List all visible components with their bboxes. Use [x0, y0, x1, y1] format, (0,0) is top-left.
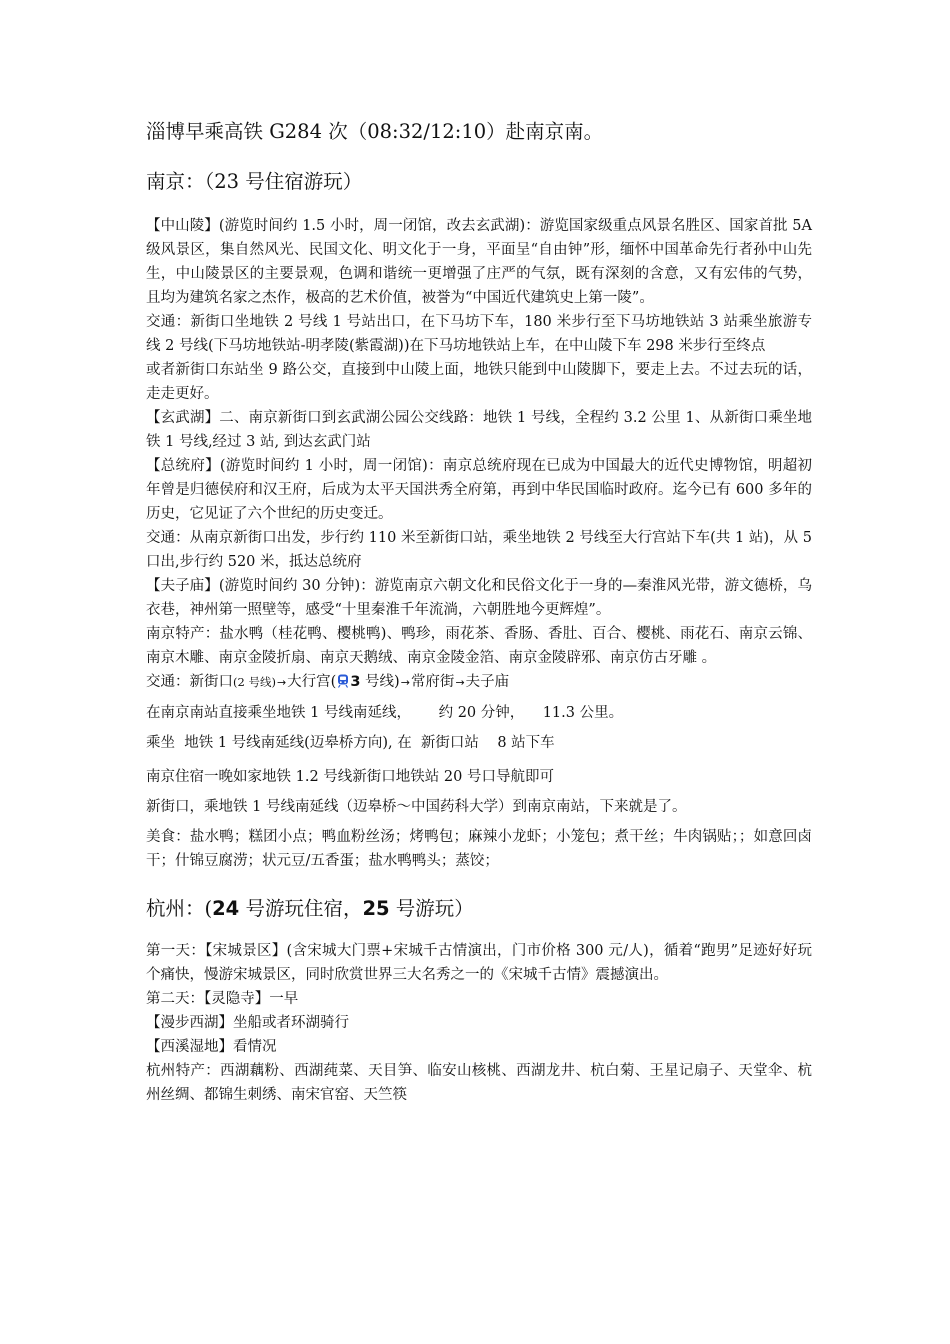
traffic-paragraph-1: 交通：新街口坐地铁 2 号线 1 号站出口，在下马坊下车，180 米步行至下马坊地铁站 3 站乘坐旅游专线 2 号线(下马坊地铁站-明孝陵(紫霞湖))在下马坊地铁站上车，在中山陵下车 298 米步行至终点 — [146, 314, 812, 354]
xuanwuhu-paragraph: 【玄武湖】二、南京新街口到玄武湖公园公交线路：地铁 1 号线，全程约 3.2 公里 1、从新街口乘坐地铁 1 号线,经过 3 站, 到达玄武门站 — [146, 410, 812, 450]
route-line2: (2 号线) — [233, 675, 276, 689]
hangzhou-heading-num1: 24 — [212, 897, 240, 920]
line1-line: 乘坐 地铁 1 号线南延线(迈皋桥方向), 在 新街口站 8 站下车 — [146, 735, 555, 751]
traffic-paragraph-2: 或者新街口东站坐 9 路公交，直接到中山陵上面，地铁只能到中山陵脚下，要走上去。不过去玩的话，走走更好。 — [146, 362, 812, 402]
hangzhou-xixi-line: 【西溪湿地】看情况 — [146, 1039, 277, 1055]
hangzhou-heading-prefix: 杭州：( — [146, 897, 213, 920]
intro-line: 淄博早乘高铁 G284 次（08:32/12:10）赴南京南。 — [146, 120, 604, 143]
hotel-line: 南京住宿一晚如家地铁 1.2 号线新街口地铁站 20 号口导航即可 — [146, 769, 554, 785]
route-fuzimiao: 夫子庙 — [465, 674, 510, 690]
back-line: 新街口，乘地铁 1 号线南延线（迈皋桥～中国药科大学）到南京南站，下来就是了。 — [146, 799, 687, 815]
zhongshanling-paragraph: 【中山陵】(游览时间约 1.5 小时，周一闭馆，改去玄武湖)：游览国家级重点风景名胜区、国家首批 5A 级风景区，集自然风光、民国文化、明文化于一身，平面呈“自由钟”形，缅怀中国革命先行者孙中山先生，中山陵景区的主要景观，色调和谐统一更增强了庄严的气氛，既有深刻的含意，又有宏伟的气势，且均为建筑名家之杰作，极高的艺术价值，被誉为“中国近代建筑史上第一陵”。 — [146, 218, 812, 306]
metro-icon — [337, 674, 349, 688]
route-line3-num: 3 — [350, 674, 361, 690]
arrow-icon: → — [400, 676, 410, 689]
route-dahanggong: 大行宫( — [287, 674, 337, 690]
food-paragraph: 美食：盐水鸭；糕团小点；鸭血粉丝汤；烤鸭包；麻辣小龙虾；小笼包；煮干丝；牛肉锅贴；；如意回卤干；什锦豆腐涝；状元豆/五香蛋；盐水鸭鸭头；蒸饺； — [146, 829, 812, 869]
arrow-icon: → — [276, 676, 287, 689]
hangzhou-heading-num2: 25 — [362, 897, 390, 920]
route-line — [146, 670, 812, 695]
zongtongfu-paragraph: 【总统府】(游览时间约 1 小时，周一闭馆)：南京总统府现在已成为中国最大的近代史博物馆，明超初年曾是归德侯府和汉王府，后成为太平天国洪秀全府第，再到中华民国临时政府。迄今已有 600 多年的历史，它见证了六个世纪的历史变迁。 — [146, 458, 812, 522]
nanjing-specialty-paragraph: 南京特产：盐水鸭（桂花鸭、樱桃鸭)、鸭珍，雨花茶、香肠、香肚、百合、樱桃、雨花石、南京云锦、南京木雕、南京金陵折扇、南京天鹅绒、南京金陵金箔、南京金陵辟邪、南京仿古牙雕 。 — [146, 626, 812, 666]
hangzhou-heading-mid: 号游玩住宿， — [239, 897, 363, 920]
south-station-line: 在南京南站直接乘坐地铁 1 号线南延线， 约 20 分钟， 11.3 公里。 — [146, 705, 624, 721]
arrow-icon: → — [455, 676, 465, 689]
fuzimiao-paragraph: 【夫子庙】(游览时间约 30 分钟)：游览南京六朝文化和民俗文化于一身的—秦淮风光带，游文德桥，乌衣巷，神州第一照壁等，感受“十里秦淮千年流淌，六朝胜地今更辉煌”。 — [146, 578, 812, 618]
route-changfu: 常府街 — [410, 674, 455, 690]
route-prefix: 交通：新街口 — [146, 674, 233, 690]
hangzhou-day1-paragraph: 第一天：【宋城景区】(含宋城大门票+宋城千古情演出，门市价格 300 元/人)，循着“跑男”足迹好好玩个痛快，慢游宋城景区，同时欣赏世界三大名秀之一的《宋城千古情》震撼演出。 — [146, 943, 812, 983]
hangzhou-specialty-paragraph: 杭州特产：西湖藕粉、西湖莼菜、天目笋、临安山核桃、西湖龙井、杭白菊、王星记扇子、天堂伞、杭州丝绸、都锦生刺绣、南宋官窑、天竺筷 — [146, 1063, 812, 1103]
document-page — [146, 118, 812, 1107]
hangzhou-day2-line: 第二天：【灵隐寺】一早 — [146, 991, 299, 1007]
hangzhou-xihu-line: 【漫步西湖】坐船或者环湖骑行 — [146, 1015, 349, 1031]
traffic-paragraph-3: 交通：从南京新街口出发，步行约 110 米至新街口站，乘坐地铁 2 号线至大行宫站下车(共 1 站)，从 5 口出,步行约 520 米，抵达总统府 — [146, 530, 812, 570]
route-line3-text: 号线) — [360, 674, 400, 690]
hangzhou-heading — [146, 895, 812, 923]
hangzhou-heading-suffix: 号游玩） — [389, 897, 474, 920]
nanjing-heading: 南京：（23 号住宿游玩） — [146, 170, 363, 193]
